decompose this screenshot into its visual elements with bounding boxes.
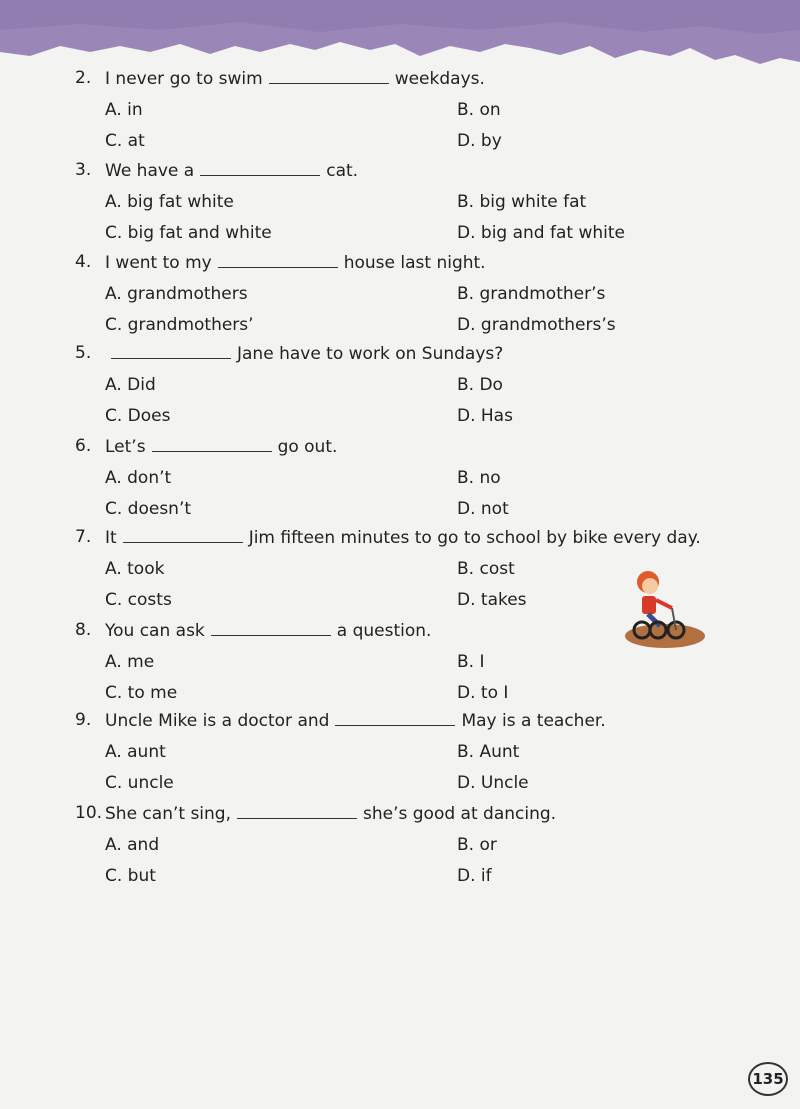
answer-option: A. aunt <box>105 742 166 762</box>
question-text <box>105 620 431 642</box>
answer-option: A. Did <box>105 375 156 395</box>
question-text-before: It <box>105 528 117 548</box>
question-text-before: We have a <box>105 161 195 181</box>
question-text-after: go out. <box>277 437 338 457</box>
answer-option: B. on <box>457 100 501 120</box>
answer-option: C. doesn’t <box>105 499 192 519</box>
question-text <box>105 527 701 549</box>
question-text <box>105 343 503 365</box>
question-number: 3. <box>75 160 92 180</box>
answer-option: B. cost <box>457 559 515 579</box>
answer-option: D. takes <box>457 590 527 610</box>
answer-blank <box>335 711 455 726</box>
question-text-before: Uncle Mike is a doctor and <box>105 711 330 731</box>
question-number: 7. <box>75 527 92 547</box>
answer-blank <box>111 344 231 359</box>
question-text-before: I never go to swim <box>105 69 263 89</box>
answer-option: C. big fat and white <box>105 223 272 243</box>
answer-option: A. don’t <box>105 468 172 488</box>
answer-option: B. big white fat <box>457 192 587 212</box>
question-text <box>105 252 486 274</box>
question-text-after: Jane have to work on Sundays? <box>237 344 504 364</box>
answer-option: D. Uncle <box>457 773 529 793</box>
question-number: 9. <box>75 710 92 730</box>
question-number: 4. <box>75 252 92 272</box>
question-text-before: You can ask <box>105 621 205 641</box>
answer-option: C. grandmothers’ <box>105 315 254 335</box>
answer-option: A. big fat white <box>105 192 234 212</box>
answer-blank <box>211 621 331 636</box>
answer-option: C. at <box>105 131 145 151</box>
question-text <box>105 710 606 732</box>
answer-blank <box>237 804 357 819</box>
answer-option: C. costs <box>105 590 172 610</box>
answer-option: B. Aunt <box>457 742 520 762</box>
question-text <box>105 803 556 825</box>
answer-option: D. big and fat white <box>457 223 625 243</box>
answer-option: C. but <box>105 866 156 886</box>
question-text-after: May is a teacher. <box>461 711 606 731</box>
answer-option: C. to me <box>105 683 178 703</box>
answer-option: D. to I <box>457 683 509 703</box>
answer-blank <box>200 161 320 176</box>
question-text-after: cat. <box>326 161 359 181</box>
question-number: 5. <box>75 343 92 363</box>
answer-option: D. not <box>457 499 509 519</box>
answer-option: D. Has <box>457 406 513 426</box>
answer-option: B. Do <box>457 375 503 395</box>
answer-option: C. Does <box>105 406 171 426</box>
answer-option: D. by <box>457 131 502 151</box>
answer-option: B. I <box>457 652 485 672</box>
question-text-after: weekdays. <box>394 69 485 89</box>
question-number: 6. <box>75 436 92 456</box>
answer-blank <box>123 528 243 543</box>
question-text <box>105 160 358 182</box>
question-text-after: a question. <box>336 621 432 641</box>
question-text <box>105 436 337 458</box>
answer-option: B. no <box>457 468 501 488</box>
answer-option: B. grandmother’s <box>457 284 606 304</box>
answer-blank <box>269 69 389 84</box>
question-text-before: I went to my <box>105 253 212 273</box>
question-text-after: house last night. <box>343 253 486 273</box>
boy-on-bicycle-illustration <box>620 568 710 658</box>
answer-option: D. if <box>457 866 492 886</box>
question-text-before: She can’t sing, <box>105 804 231 824</box>
answer-blank <box>152 437 272 452</box>
answer-option: A. me <box>105 652 155 672</box>
question-text-before: Let’s <box>105 437 146 457</box>
answer-option: A. took <box>105 559 165 579</box>
answer-option: A. and <box>105 835 160 855</box>
answer-blank <box>218 253 338 268</box>
answer-option: A. in <box>105 100 143 120</box>
question-number: 2. <box>75 68 92 88</box>
question-text <box>105 68 485 90</box>
answer-option: A. grandmothers <box>105 284 248 304</box>
answer-option: D. grandmothers’s <box>457 315 616 335</box>
answer-option: C. uncle <box>105 773 174 793</box>
question-number: 8. <box>75 620 92 640</box>
question-number: 10. <box>75 803 103 823</box>
question-text-after: she’s good at dancing. <box>363 804 557 824</box>
page-number: 135 <box>748 1062 788 1096</box>
answer-option: B. or <box>457 835 497 855</box>
question-text-after: Jim fifteen minutes to go to school by bike every day. <box>248 528 701 548</box>
